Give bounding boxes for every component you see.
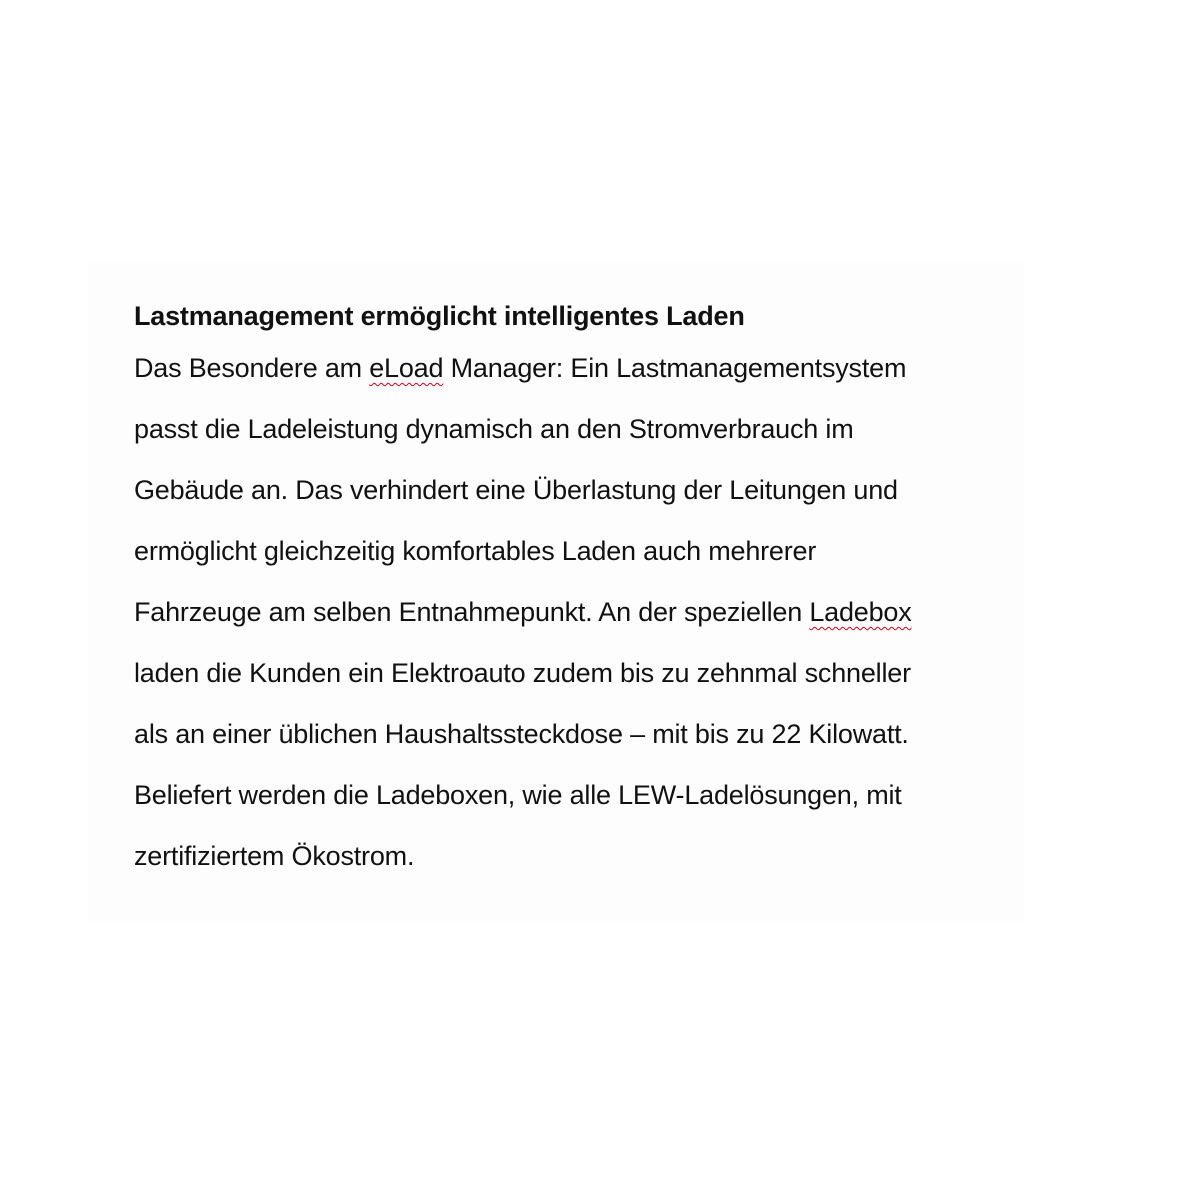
paragraph-line-7: als an einer üblichen Haushaltssteckdose – mit bis zu 22 Kilowatt. xyxy=(134,719,909,749)
paragraph-line-8: Beliefert werden die Ladeboxen, wie alle LEW-Ladelösungen, mit xyxy=(134,780,902,810)
paragraph-line-9: zertifiziertem Ökostrom. xyxy=(134,841,415,871)
paragraph-line-3: Gebäude an. Das verhindert eine Überlastung der Leitungen und xyxy=(134,475,898,505)
paragraph-line-6: laden die Kunden ein Elektroauto zudem bis zu zehnmal schneller xyxy=(134,658,911,688)
document-body xyxy=(134,294,1034,887)
document-heading: Lastmanagement ermöglicht intelligentes Laden xyxy=(134,301,745,331)
spellcheck-flagged-word[interactable]: Ladebox xyxy=(809,597,912,627)
paragraph-line-5: Fahrzeuge am selben Entnahmepunkt. An der speziellen Ladebox xyxy=(134,597,912,627)
paragraph-line-1: Das Besondere am eLoad Manager: Ein Lastmanagementsystem xyxy=(134,353,907,383)
spellcheck-flagged-word[interactable]: eLoad xyxy=(369,353,444,383)
paragraph-line-2: passt die Ladeleistung dynamisch an den Stromverbrauch im xyxy=(134,414,854,444)
paragraph-line-4: ermöglicht gleichzeitig komfortables Laden auch mehrerer xyxy=(134,536,817,566)
